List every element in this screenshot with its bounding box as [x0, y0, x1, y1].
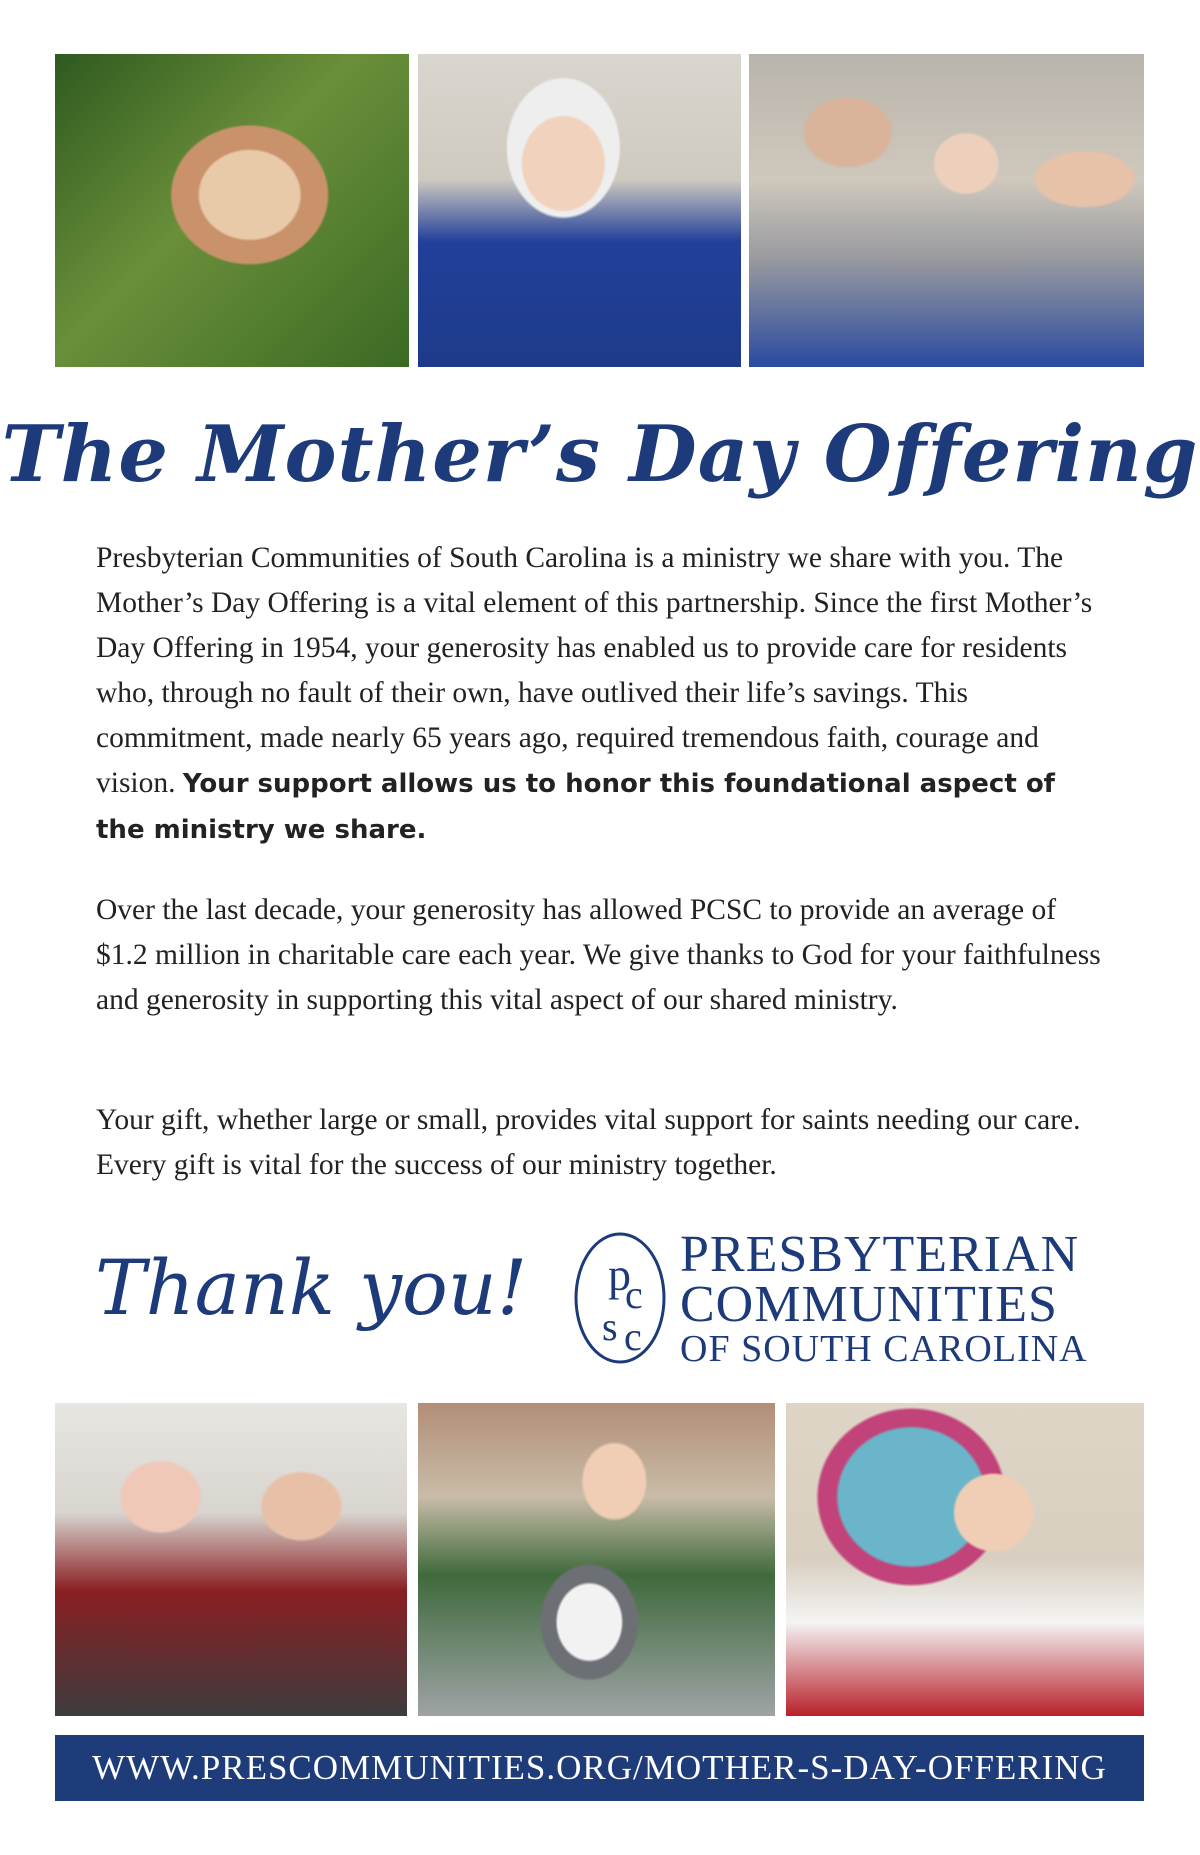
paragraph-1-text: Presbyterian Communities of South Carolina is a ministry we share with you. The Mother’s Day Offering is a vital element of this partnership. Since the first Mother’s Day Offering in 1954, your generosity has enabled us to provide care for residents who, through no fault of their own, have outlived their life’s savings. This commitment, made nearly 65 years ago, required tremendous faith, courage and vision. [96, 542, 1093, 799]
logo-line-3: OF SOUTH CAROLINA [680, 1328, 1088, 1370]
bottom-photo-row [55, 1403, 1144, 1716]
photo-resident-ice-cream [418, 54, 741, 367]
pcsc-monogram-icon [570, 1228, 670, 1368]
paragraph-1-bold: Your support allows us to honor this foundational aspect of the ministry we share. [96, 769, 1055, 845]
page-title: The Mother’s Day Offering [1, 409, 1199, 500]
photo-resident-with-cat [418, 1403, 775, 1716]
pcsc-logo [570, 1228, 1150, 1368]
logo-line-2: COMMUNITIES [680, 1276, 1058, 1333]
svg-text:c: c [625, 1272, 643, 1317]
photo-resident-with-art [786, 1403, 1144, 1716]
svg-text:c: c [624, 1314, 642, 1359]
paragraph-2: Over the last decade, your generosity has allowed PCSC to provide an average of $1.2 million in charitable care each year. We give thanks to God for your faithfulness and generosity in supporting this vital aspect of our shared ministry. [96, 894, 1101, 1016]
photo-resident-straw-hat [55, 54, 409, 367]
paragraph-1 [96, 536, 1106, 853]
photo-couple [55, 1403, 407, 1716]
thank-you-text: Thank you! [95, 1243, 528, 1332]
url-link[interactable]: WWW.PRESCOMMUNITIES.ORG/MOTHER-S-DAY-OFFERING [55, 1735, 1144, 1801]
svg-text:s: s [602, 1304, 618, 1349]
svg-text:p: p [608, 1249, 631, 1300]
photo-three-women [749, 54, 1144, 367]
paragraph-3: Your gift, whether large or small, provides vital support for saints needing our care. Every gift is vital for the success of our ministry together. [96, 1104, 1081, 1181]
logo-line-1: PRESBYTERIAN [680, 1226, 1080, 1283]
top-photo-row [55, 54, 1144, 367]
